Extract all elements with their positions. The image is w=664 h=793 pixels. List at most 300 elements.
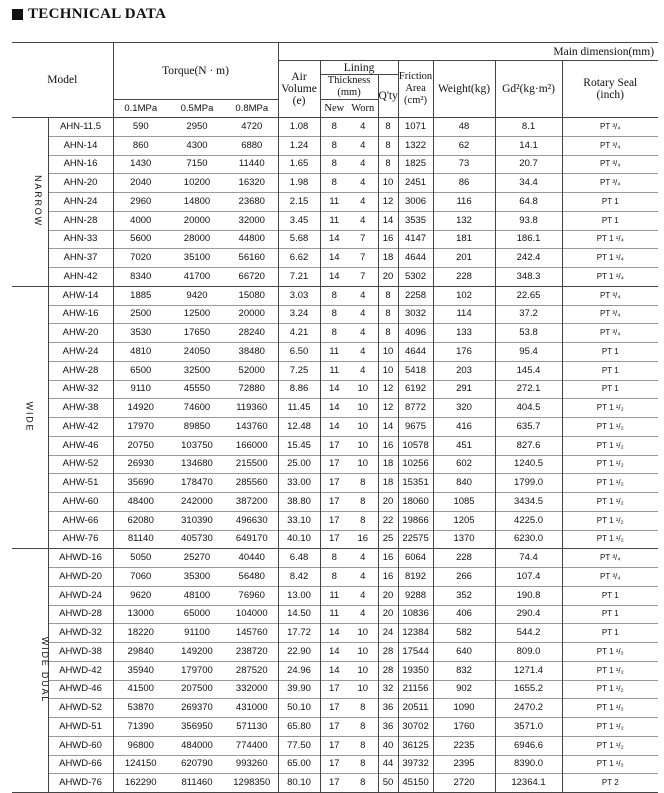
cell-torque-05mpa: 178470 <box>168 474 226 493</box>
cell-torque-05mpa: 2950 <box>168 118 226 137</box>
cell-air-volume: 3.03 <box>278 286 320 305</box>
cell-qty: 32 <box>378 680 398 699</box>
cell-weight: 2235 <box>433 736 495 755</box>
cell-model: AHW-32 <box>48 380 113 399</box>
cell-rotary-seal: PT ³/₄ <box>562 155 658 174</box>
cell-torque-01mpa: 2500 <box>113 305 168 324</box>
cell-rotary-seal: PT ³/₄ <box>562 118 658 137</box>
cell-friction-area: 36125 <box>398 736 433 755</box>
cell-qty: 20 <box>378 493 398 512</box>
cell-thickness-new: 17 <box>320 755 348 774</box>
table-row <box>12 155 658 174</box>
cell-rotary-seal: PT 1 ¹/₂ <box>562 436 658 455</box>
cell-rotary-seal: PT ³/₄ <box>562 549 658 568</box>
cell-friction-area: 10836 <box>398 605 433 624</box>
cell-gd2: 6230.0 <box>495 530 562 549</box>
header-torque: Torque(N · m) <box>113 43 278 100</box>
cell-air-volume: 65.00 <box>278 755 320 774</box>
header-rotary-line2: (inch) <box>596 89 625 101</box>
section-title-text: TECHNICAL DATA <box>28 5 167 22</box>
table-row <box>12 605 658 624</box>
cell-friction-area: 3006 <box>398 193 433 212</box>
cell-rotary-seal: PT 1 ¹/₂ <box>562 474 658 493</box>
table-row <box>12 193 658 212</box>
cell-weight: 266 <box>433 568 495 587</box>
cell-air-volume: 6.62 <box>278 249 320 268</box>
cell-torque-05mpa: 7150 <box>168 155 226 174</box>
cell-qty: 40 <box>378 736 398 755</box>
cell-rotary-seal: PT 1 ¹/₂ <box>562 530 658 549</box>
cell-weight: 291 <box>433 380 495 399</box>
cell-torque-05mpa: 32500 <box>168 361 226 380</box>
header-friction-line2: Area <box>405 83 426 94</box>
cell-qty: 10 <box>378 343 398 362</box>
cell-torque-01mpa: 7060 <box>113 568 168 587</box>
cell-rotary-seal: PT 1 ¹/₂ <box>562 643 658 662</box>
header-thickness-line1: Thickness <box>327 75 371 86</box>
cell-qty: 24 <box>378 624 398 643</box>
cell-qty: 16 <box>378 230 398 249</box>
cell-torque-01mpa: 2040 <box>113 174 168 193</box>
cell-rotary-seal: PT 1 <box>562 211 658 230</box>
cell-qty: 20 <box>378 268 398 287</box>
cell-thickness-new: 8 <box>320 174 348 193</box>
cell-gd2: 95.4 <box>495 343 562 362</box>
cell-thickness-worn: 10 <box>348 643 378 662</box>
cell-friction-area: 3032 <box>398 305 433 324</box>
cell-model: AHW-51 <box>48 474 113 493</box>
cell-thickness-new: 14 <box>320 643 348 662</box>
cell-thickness-worn: 4 <box>348 361 378 380</box>
table-row <box>12 361 658 380</box>
table-row <box>12 474 658 493</box>
cell-weight: 416 <box>433 418 495 437</box>
cell-weight: 451 <box>433 436 495 455</box>
cell-rotary-seal: PT ³/₄ <box>562 324 658 343</box>
cell-weight: 228 <box>433 549 495 568</box>
cell-model: AHW-16 <box>48 305 113 324</box>
cell-air-volume: 3.45 <box>278 211 320 230</box>
cell-rotary-seal: PT ³/₄ <box>562 286 658 305</box>
cell-weight: 181 <box>433 230 495 249</box>
cell-thickness-new: 17 <box>320 511 348 530</box>
cell-friction-area: 6064 <box>398 549 433 568</box>
cell-thickness-new: 14 <box>320 380 348 399</box>
cell-torque-08mpa: 238720 <box>226 643 278 662</box>
cell-model: AHW-46 <box>48 436 113 455</box>
cell-weight: 1205 <box>433 511 495 530</box>
cell-model: AHWD-38 <box>48 643 113 662</box>
cell-weight: 602 <box>433 455 495 474</box>
table-row <box>12 718 658 737</box>
cell-friction-area: 9675 <box>398 418 433 437</box>
cell-torque-05mpa: 269370 <box>168 699 226 718</box>
cell-thickness-worn: 4 <box>348 324 378 343</box>
cell-weight: 203 <box>433 361 495 380</box>
cell-rotary-seal: PT 1 ¹/₂ <box>562 661 658 680</box>
cell-model: AHN-11.5 <box>48 118 113 137</box>
cell-weight: 320 <box>433 399 495 418</box>
cell-torque-05mpa: 17650 <box>168 324 226 343</box>
cell-friction-area: 5418 <box>398 361 433 380</box>
group-label <box>12 118 48 287</box>
cell-model: AHWD-52 <box>48 699 113 718</box>
cell-air-volume: 65.80 <box>278 718 320 737</box>
cell-thickness-new: 11 <box>320 343 348 362</box>
cell-qty: 16 <box>378 568 398 587</box>
cell-torque-05mpa: 103750 <box>168 436 226 455</box>
cell-torque-01mpa: 53870 <box>113 699 168 718</box>
cell-air-volume: 40.10 <box>278 530 320 549</box>
cell-torque-01mpa: 5600 <box>113 230 168 249</box>
cell-thickness-worn: 4 <box>348 305 378 324</box>
cell-torque-08mpa: 287520 <box>226 661 278 680</box>
cell-torque-01mpa: 9110 <box>113 380 168 399</box>
cell-torque-08mpa: 32000 <box>226 211 278 230</box>
cell-air-volume: 12.48 <box>278 418 320 437</box>
cell-model: AHN-20 <box>48 174 113 193</box>
cell-friction-area: 2258 <box>398 286 433 305</box>
cell-weight: 406 <box>433 605 495 624</box>
cell-torque-05mpa: 14800 <box>168 193 226 212</box>
cell-torque-08mpa: 104000 <box>226 605 278 624</box>
cell-thickness-new: 17 <box>320 493 348 512</box>
cell-weight: 86 <box>433 174 495 193</box>
cell-rotary-seal: PT 1 ¹/₂ <box>562 493 658 512</box>
cell-torque-05mpa: 45550 <box>168 380 226 399</box>
cell-air-volume: 39.90 <box>278 680 320 699</box>
cell-torque-08mpa: 40440 <box>226 549 278 568</box>
cell-qty: 8 <box>378 155 398 174</box>
table-row <box>12 680 658 699</box>
cell-thickness-new: 14 <box>320 661 348 680</box>
header-main-dimension: Main dimension(mm) <box>278 43 658 61</box>
cell-thickness-new: 11 <box>320 193 348 212</box>
cell-model: AHWD-32 <box>48 624 113 643</box>
cell-air-volume: 6.48 <box>278 549 320 568</box>
cell-torque-05mpa: 24050 <box>168 343 226 362</box>
table-row <box>12 699 658 718</box>
cell-torque-05mpa: 20000 <box>168 211 226 230</box>
cell-rotary-seal: PT 1 ¹/₄ <box>562 230 658 249</box>
cell-air-volume: 33.10 <box>278 511 320 530</box>
cell-thickness-new: 14 <box>320 268 348 287</box>
cell-torque-08mpa: 66720 <box>226 268 278 287</box>
cell-qty: 28 <box>378 661 398 680</box>
cell-thickness-worn: 7 <box>348 230 378 249</box>
cell-thickness-worn: 10 <box>348 624 378 643</box>
cell-gd2: 64.8 <box>495 193 562 212</box>
cell-model: AHN-16 <box>48 155 113 174</box>
cell-air-volume: 2.15 <box>278 193 320 212</box>
cell-torque-08mpa: 166000 <box>226 436 278 455</box>
cell-friction-area: 30702 <box>398 718 433 737</box>
cell-qty: 50 <box>378 774 398 793</box>
cell-torque-05mpa: 91100 <box>168 624 226 643</box>
cell-model: AHN-24 <box>48 193 113 212</box>
cell-torque-01mpa: 26930 <box>113 455 168 474</box>
cell-friction-area: 19350 <box>398 661 433 680</box>
cell-air-volume: 1.98 <box>278 174 320 193</box>
cell-gd2: 14.1 <box>495 136 562 155</box>
cell-thickness-new: 8 <box>320 305 348 324</box>
cell-model: AHWD-76 <box>48 774 113 793</box>
cell-thickness-worn: 4 <box>348 155 378 174</box>
cell-torque-08mpa: 143760 <box>226 418 278 437</box>
cell-torque-05mpa: 9420 <box>168 286 226 305</box>
cell-rotary-seal: PT 1 ¹/₂ <box>562 418 658 437</box>
cell-qty: 16 <box>378 436 398 455</box>
cell-torque-08mpa: 145760 <box>226 624 278 643</box>
cell-qty: 36 <box>378 718 398 737</box>
cell-rotary-seal: PT 1 ¹/₂ <box>562 718 658 737</box>
header-rotary-seal <box>562 61 658 118</box>
cell-rotary-seal: PT 1 ¹/₂ <box>562 455 658 474</box>
cell-rotary-seal: PT 1 <box>562 586 658 605</box>
cell-thickness-worn: 10 <box>348 661 378 680</box>
cell-air-volume: 3.24 <box>278 305 320 324</box>
cell-rotary-seal: PT 2 <box>562 774 658 793</box>
cell-friction-area: 3535 <box>398 211 433 230</box>
cell-thickness-new: 17 <box>320 455 348 474</box>
cell-thickness-worn: 10 <box>348 680 378 699</box>
cell-torque-01mpa: 124150 <box>113 755 168 774</box>
cell-gd2: 145.4 <box>495 361 562 380</box>
cell-friction-area: 6192 <box>398 380 433 399</box>
table-row <box>12 549 658 568</box>
cell-thickness-new: 8 <box>320 136 348 155</box>
cell-weight: 73 <box>433 155 495 174</box>
cell-torque-08mpa: 15080 <box>226 286 278 305</box>
cell-torque-08mpa: 215500 <box>226 455 278 474</box>
cell-thickness-worn: 4 <box>348 118 378 137</box>
cell-air-volume: 33.00 <box>278 474 320 493</box>
cell-torque-08mpa: 72880 <box>226 380 278 399</box>
cell-torque-01mpa: 5050 <box>113 549 168 568</box>
cell-thickness-worn: 8 <box>348 718 378 737</box>
cell-torque-01mpa: 4000 <box>113 211 168 230</box>
cell-torque-08mpa: 56160 <box>226 249 278 268</box>
cell-model: AHW-24 <box>48 343 113 362</box>
cell-rotary-seal: PT 1 <box>562 605 658 624</box>
cell-thickness-worn: 10 <box>348 455 378 474</box>
table-row <box>12 568 658 587</box>
cell-torque-01mpa: 162290 <box>113 774 168 793</box>
header-torque-01mpa: 0.1MPa <box>113 100 168 118</box>
cell-model: AHW-76 <box>48 530 113 549</box>
cell-thickness-new: 14 <box>320 249 348 268</box>
cell-qty: 12 <box>378 193 398 212</box>
cell-air-volume: 8.86 <box>278 380 320 399</box>
cell-air-volume: 25.00 <box>278 455 320 474</box>
cell-torque-05mpa: 12500 <box>168 305 226 324</box>
cell-weight: 201 <box>433 249 495 268</box>
table-row <box>12 380 658 399</box>
cell-air-volume: 5.68 <box>278 230 320 249</box>
cell-qty: 44 <box>378 755 398 774</box>
cell-gd2: 20.7 <box>495 155 562 174</box>
cell-rotary-seal: PT 1 <box>562 343 658 362</box>
header-gd2: Gd²(kg·m²) <box>495 61 562 118</box>
cell-air-volume: 6.50 <box>278 343 320 362</box>
cell-qty: 8 <box>378 136 398 155</box>
cell-thickness-new: 17 <box>320 774 348 793</box>
cell-thickness-new: 11 <box>320 605 348 624</box>
cell-torque-05mpa: 74600 <box>168 399 226 418</box>
group-label-text: NARROW <box>32 175 43 228</box>
cell-rotary-seal: PT ³/₄ <box>562 136 658 155</box>
cell-weight: 352 <box>433 586 495 605</box>
cell-torque-05mpa: 35300 <box>168 568 226 587</box>
cell-model: AHW-38 <box>48 399 113 418</box>
cell-qty: 16 <box>378 549 398 568</box>
cell-torque-01mpa: 1885 <box>113 286 168 305</box>
cell-friction-area: 19866 <box>398 511 433 530</box>
cell-torque-01mpa: 4810 <box>113 343 168 362</box>
cell-torque-08mpa: 28240 <box>226 324 278 343</box>
cell-qty: 10 <box>378 174 398 193</box>
cell-model: AHN-28 <box>48 211 113 230</box>
table-row <box>12 586 658 605</box>
cell-thickness-new: 17 <box>320 474 348 493</box>
cell-torque-01mpa: 8340 <box>113 268 168 287</box>
cell-torque-08mpa: 4720 <box>226 118 278 137</box>
table-row <box>12 643 658 662</box>
cell-torque-08mpa: 16320 <box>226 174 278 193</box>
cell-torque-05mpa: 207500 <box>168 680 226 699</box>
cell-torque-01mpa: 2960 <box>113 193 168 212</box>
cell-thickness-worn: 10 <box>348 380 378 399</box>
cell-model: AHW-42 <box>48 418 113 437</box>
group-label-text: WIDE DUAL <box>40 637 51 704</box>
cell-model: AHN-37 <box>48 249 113 268</box>
cell-friction-area: 20511 <box>398 699 433 718</box>
cell-weight: 62 <box>433 136 495 155</box>
cell-gd2: 3434.5 <box>495 493 562 512</box>
cell-weight: 114 <box>433 305 495 324</box>
cell-torque-08mpa: 332000 <box>226 680 278 699</box>
cell-torque-08mpa: 496630 <box>226 511 278 530</box>
cell-air-volume: 50.10 <box>278 699 320 718</box>
cell-torque-08mpa: 431000 <box>226 699 278 718</box>
cell-thickness-new: 17 <box>320 436 348 455</box>
cell-torque-01mpa: 35690 <box>113 474 168 493</box>
cell-thickness-new: 17 <box>320 736 348 755</box>
cell-torque-01mpa: 20750 <box>113 436 168 455</box>
cell-weight: 48 <box>433 118 495 137</box>
cell-friction-area: 22575 <box>398 530 433 549</box>
cell-qty: 25 <box>378 530 398 549</box>
cell-weight: 1370 <box>433 530 495 549</box>
cell-friction-area: 17544 <box>398 643 433 662</box>
cell-model: AHN-42 <box>48 268 113 287</box>
cell-thickness-worn: 8 <box>348 774 378 793</box>
cell-thickness-new: 11 <box>320 586 348 605</box>
cell-gd2: 544.2 <box>495 624 562 643</box>
cell-thickness-worn: 16 <box>348 530 378 549</box>
table-row <box>12 755 658 774</box>
cell-qty: 18 <box>378 249 398 268</box>
cell-qty: 8 <box>378 305 398 324</box>
cell-torque-05mpa: 65000 <box>168 605 226 624</box>
cell-friction-area: 1322 <box>398 136 433 155</box>
cell-qty: 18 <box>378 455 398 474</box>
table-row <box>12 174 658 193</box>
cell-thickness-worn: 8 <box>348 493 378 512</box>
table-body <box>12 118 658 793</box>
cell-weight: 1090 <box>433 699 495 718</box>
cell-model: AHWD-20 <box>48 568 113 587</box>
cell-thickness-new: 8 <box>320 155 348 174</box>
cell-friction-area: 15351 <box>398 474 433 493</box>
cell-thickness-worn: 8 <box>348 736 378 755</box>
header-air-volume <box>278 61 320 118</box>
cell-thickness-worn: 4 <box>348 136 378 155</box>
cell-air-volume: 14.50 <box>278 605 320 624</box>
cell-model: AHW-66 <box>48 511 113 530</box>
cell-gd2: 827.6 <box>495 436 562 455</box>
cell-thickness-new: 17 <box>320 680 348 699</box>
cell-rotary-seal: PT 1 <box>562 193 658 212</box>
table-row <box>12 230 658 249</box>
cell-weight: 640 <box>433 643 495 662</box>
cell-torque-01mpa: 9620 <box>113 586 168 605</box>
cell-torque-08mpa: 23680 <box>226 193 278 212</box>
cell-thickness-worn: 4 <box>348 586 378 605</box>
cell-torque-01mpa: 14920 <box>113 399 168 418</box>
header-friction-line1: Friction <box>398 71 433 82</box>
cell-torque-01mpa: 13000 <box>113 605 168 624</box>
table-row <box>12 249 658 268</box>
cell-rotary-seal: PT 1 <box>562 361 658 380</box>
cell-torque-08mpa: 285560 <box>226 474 278 493</box>
cell-torque-05mpa: 134680 <box>168 455 226 474</box>
header-qty: Q'ty <box>378 75 398 118</box>
cell-torque-05mpa: 25270 <box>168 549 226 568</box>
cell-torque-01mpa: 71390 <box>113 718 168 737</box>
cell-qty: 12 <box>378 399 398 418</box>
header-weight: Weight(kg) <box>433 61 495 118</box>
table-row <box>12 211 658 230</box>
cell-weight: 228 <box>433 268 495 287</box>
cell-torque-01mpa: 96800 <box>113 736 168 755</box>
section-title <box>12 5 166 23</box>
cell-weight: 102 <box>433 286 495 305</box>
cell-friction-area: 1071 <box>398 118 433 137</box>
cell-gd2: 242.4 <box>495 249 562 268</box>
cell-torque-08mpa: 44800 <box>226 230 278 249</box>
cell-gd2: 4225.0 <box>495 511 562 530</box>
cell-gd2: 74.4 <box>495 549 562 568</box>
cell-gd2: 1655.2 <box>495 680 562 699</box>
cell-gd2: 190.8 <box>495 586 562 605</box>
cell-thickness-worn: 4 <box>348 343 378 362</box>
cell-qty: 28 <box>378 643 398 662</box>
cell-friction-area: 12384 <box>398 624 433 643</box>
header-friction-line3: (cm²) <box>404 95 428 106</box>
cell-air-volume: 38.80 <box>278 493 320 512</box>
table-row <box>12 305 658 324</box>
table-row <box>12 624 658 643</box>
cell-thickness-new: 17 <box>320 699 348 718</box>
cell-thickness-worn: 10 <box>348 436 378 455</box>
cell-friction-area: 39732 <box>398 755 433 774</box>
cell-thickness-new: 14 <box>320 624 348 643</box>
cell-weight: 832 <box>433 661 495 680</box>
table-row <box>12 511 658 530</box>
cell-rotary-seal: PT 1 ¹/₂ <box>562 755 658 774</box>
cell-weight: 1760 <box>433 718 495 737</box>
